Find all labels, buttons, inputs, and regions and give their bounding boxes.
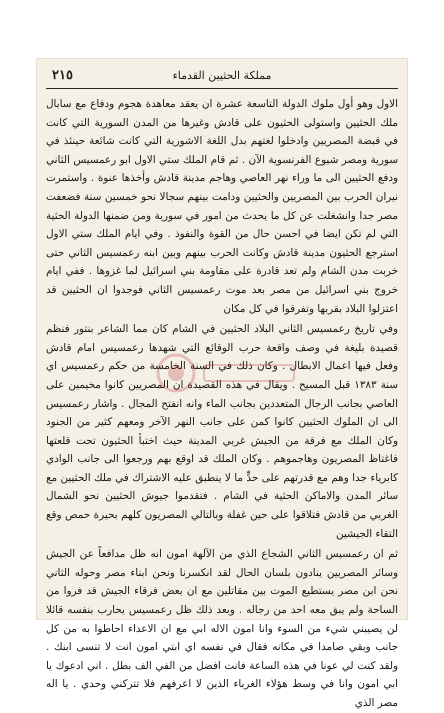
running-title: مملكة الحثيين القدماء [172, 69, 272, 82]
watermark-logo [146, 343, 306, 403]
paragraph-2: وفي تاريخ رعمسيس الثاني البلاد الحثيين في الشام كان مما الشاعر بنتور فنظم قصيدة بليغة في وصف واقعة حرب الوقائع التي شهدها رعمسيس امام قادش وفعل فيها اعمال الابطال . وكان ذلك في السنة الخامسة من حكم رعمسيس اي سنة ١٣٨٣ قبل المسيح . ويقال في هذه القصيدة ان المصريين كانوا مخيمين على العاصي بجانب الرجال المتعددين بجانب الماء وانه انفتح المجال . واشار رعمسيس الى ان الملوك الحثيين كانوا كمن على جانب النهر الآخر ومعهم كثير من الجنود وكان الملك مع فرقة من الجيش غربي المدينة حيث اختبأ الحثيون تحت قلعتها فاغتاظ المصريون وهاجموهم . وكان الملك قد اوقع بهم ورجعوا الى جانب الوادي كابرياء جدا وهم مع قدرتهم على حدٍّ ما لا ينطبق عليه الاشتراك في ملك الحثيين مع سائر المدن والاماكن الحثية في الشام . فتقدموا جيوش الحثيين نحو الشمال الغربي من قادش فتلاقوا على حين غفلة وبالتالي المصريون كلهم بحيرة حمص وقع التقاء الجيشين [46, 323, 398, 540]
page-header [46, 66, 398, 89]
paragraph-3: ثم ان رعمسيس الثاني الشجاع الذي من الآلهة امون انه ظل مدافعاً عن الجيش وسائر المصريين ينادون بلسان الحال لقد انكسرنا ونحن ابناء مصر وحوله الثاني نحن ابن مصر يستطيع الموت بين مقاتلين مع ان بعض فرقاء الجيش قد فروا من الساحة ولم يبق معه احد من رجاله . وبعد ذلك ظل رعمسيس يحارب بنفسه قائلا لن يصيبني شيء من السوء وانا امون الاله ابي مع ان الاعداء احاطوا به من كل جانب وبقي صامدا في مكانه فقال في نفسه اي ابتي امون انت لا تنسى ابنك . ولقد كنت لي عونا في هذه الساعة فانت افضل من الفي الف بطل . اني ادعوك يا ابي امون وانا في وسط هؤلاء الغرباء الذين لا اعرفهم فلا تتركني وحدي . يا اله مصر الذي [46, 548, 398, 709]
paragraph-1: الاول وهو أول ملوك الدولة التاسعة عشرة ان يعقد معاهدة هجوم ودفاع مع سابال ملك الحثيين واستولى الحثيون على قادش وغيرها من المدن السورية التي كانت في قبضة المصريين وادخلوا لغتهم بدل اللغة الاشورية التي كانت شائعة حينئذ في سورية ومصر شيوع الفرنسوية الآن . ثم قام الملك ستي الاول ابو رعمسيس الثاني ودفع الحثيين الى ما وراء نهر العاصي وهاجم مدينة قادش وأخذها عنوة . واستمرت نيران الحرب بين المصريين والحثيين ودامت بينهم سجالا نحو خمسين سنة فضعفت مصر جدا وانشغلت عن كل ما يحدث من امور في سورية ومن ضمنها الدولة الحثية التي لم تكن ايضا في احسن حال من القوة والنفوذ . وفي ايام الملك ستي الاول استرجع الحثيون مدينة قادش وكانت الحرب بينهم وبين ابنه رعمسيس الثاني حتى خربت مدن الشام ولم تعد قادرة على مقاومة بني اسرائيل لما غزوها . ففي ايام خروج بني اسرائيل من مصر بعد موت رعمسيس الثاني فوجدوا ان الحثيين قد اعتزلوا البلاد بقربها وتفرقوا في كل مكان [46, 98, 398, 315]
book-page [36, 58, 408, 709]
page-number: ٢١٥ [52, 68, 73, 83]
